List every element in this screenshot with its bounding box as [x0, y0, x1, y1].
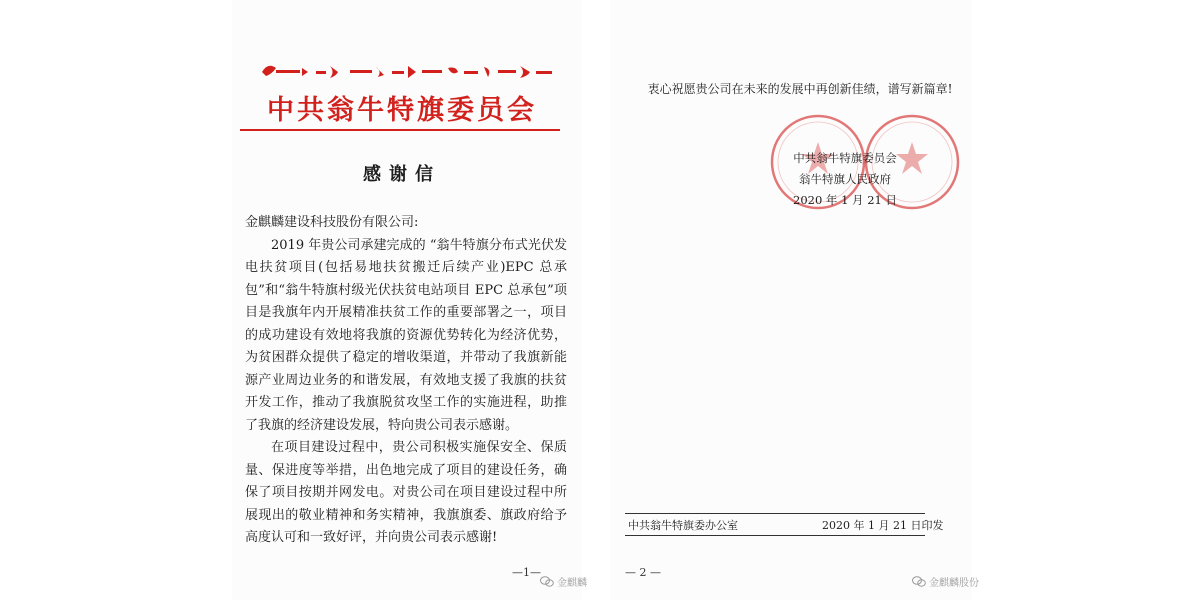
footer-rule-bottom — [625, 535, 925, 536]
footer-rule-top — [625, 513, 925, 514]
watermark-1 — [540, 574, 587, 590]
paragraph-2: 在项目建设过程中，贵公司积极实施保安全、保质量、保进度等举措，出色地完成了项目的建设任务，确保了项目按期并网发电。对贵公司在项目建设过程中所展现出的敬业精神和务实精神，我旗旗委、旗政府给予高度认可和一致好评，并向贵公司表示感谢! — [245, 440, 567, 545]
letter-title: 感谢信 — [363, 164, 441, 185]
org-header: 中共翁牛特旗委员会 — [267, 95, 537, 126]
watermark-text-1: 金麒麟 — [557, 578, 587, 589]
footer-issue-date: 2020 年 1 月 21 日印发 — [822, 519, 944, 532]
footer-issuer: 中共翁牛特旗委办公室 — [628, 519, 738, 532]
mongolian-script-header — [258, 58, 558, 86]
page-number-1: —1— — [512, 566, 541, 579]
signatory-government: 翁牛特旗人民政府 — [799, 172, 891, 186]
wechat-icon — [540, 576, 554, 590]
page-number-2: — 2 — — [625, 566, 661, 579]
watermark-2 — [912, 574, 979, 590]
signature-date: 2020 年 1 月 21 日 — [793, 193, 897, 207]
watermark-text-2: 金麒麟股份 — [929, 578, 979, 589]
paragraph-1: 2019 年贵公司承建完成的 “翁牛特旗分布式光伏发电扶贫项目(包括易地扶贫搬迁后续产业)EPC 总承包”和“翁牛特旗村级光伏扶贫电站项目 EPC 总承包”项目是我旗年内开展精准扶贫工作的重要部署之一，项目的成功建设有效地将我旗的资源优势转化为经济优势，为贫困群众提供了稳定的增收渠道，并带动了我旗新能源产业周边业务的和谐发展，有效地支援了我旗的扶贫开发工作，推动了我旗脱贫攻坚工作的实施进程，助推了我旗的经济建设发展，特向贵公司表示感谢。 — [245, 237, 567, 433]
signatory-party-committee: 中共翁牛特旗委员会 — [793, 151, 897, 165]
header-rule — [240, 129, 560, 131]
closing-line: 衷心祝愿贵公司在未来的发展中再创新佳绩，谱写新篇章! — [647, 82, 953, 96]
wechat-icon — [912, 576, 926, 590]
letter-body — [245, 212, 567, 550]
salutation: 金麒麟建设科技股份有限公司: — [245, 215, 419, 230]
signature-block — [770, 148, 920, 211]
